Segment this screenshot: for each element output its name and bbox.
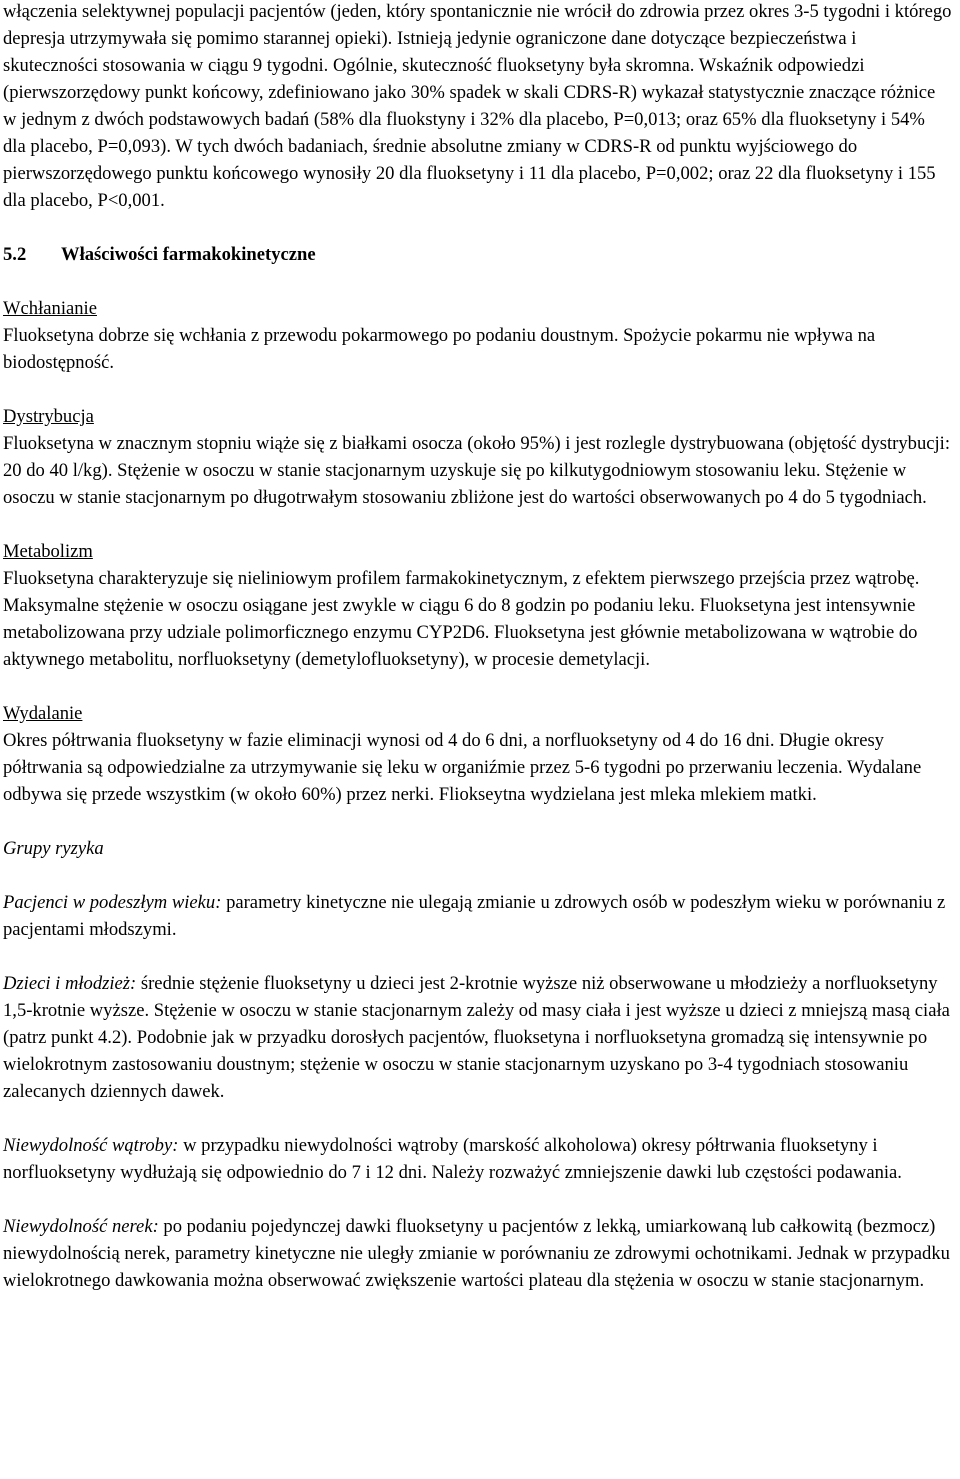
elderly-text: parametry kinetyczne nie ulegają zmianie u zdrowych osób w podeszłym wieku w porównaniu z pacjentami młodszymi. (3, 892, 946, 940)
children-text: średnie stężenie fluoksetyny u dzieci jest 2-krotnie wyższe niż obserwowane u młodzieży a norfluoksetyny 1,5-krotnie wyższe. Stężenie w osoczu w stanie stacjonarnym zależy od masy ciała i jest wyższe u dzieci z mniejszą masą ciała (patrz punkt 4.2). Podobnie jak w przyadku dorosłych pacjentów, fluoksetyna i norfluoksetyna gromadzą się intensywnie po wielokrotnym zastosowaniu doustnym; stężenie w osoczu w stanie stacjonarnym uzyskano po 3-4 tygodniach stosowaniu zalecanych dziennych dawek. (3, 973, 950, 1102)
elderly-label: Pacjenci w podeszłym wieku: (3, 892, 222, 913)
children-paragraph (3, 970, 952, 1105)
hepatic-text: w przypadku niewydolności wątroby (marskość alkoholowa) okresy półtrwania fluoksetyny i norfluoksetyny wydłużają się odpowiednio do 7 i 12 dni. Należy rozważyć zmniejszenie dawki lub częstości podawania. (3, 1135, 902, 1183)
intro-paragraph: włączenia selektywnej populacji pacjentów (jeden, który spontanicznie nie wrócił do zdrowia przez okres 3-5 tygodni i którego depresja utrzymywała się pomimo starannej opieki). Istnieją jedynie ograniczone dane dotyczące bezpieczeństwa i skuteczności stosowania w ciągu 9 tygodni. Ogólnie, skuteczność fluoksetyny była skromna. Wskaźnik odpowiedzi (pierwszorzędowy punkt końcowy, zdefiniowano jako 30% spadek w skali CDRS-R) wykazał statystycznie znaczące różnice w jednym z dwóch podstawowych badań (58% dla fluokstyny i 32% dla placebo, P=0,013; oraz 65% dla fluoksetyny i 54% dla placebo, P=0,093). W tych dwóch badaniach, średnie absolutne zmiany w CDRS-R od punktu wyjściowego do pierwszorzędowego punktu końcowego wynosiły 20 dla fluoksetyny i 11 dla placebo, P=0,002; oraz 22 dla fluoksetyny i 155 dla placebo, P<0,001. (3, 1, 952, 211)
section-heading (3, 241, 952, 268)
elimination-heading: Wydalanie (3, 703, 83, 724)
elimination-section (3, 700, 952, 808)
metabolism-section (3, 538, 952, 673)
section-title: Właściwości farmakokinetyczne (61, 244, 316, 265)
absorption-section (3, 295, 952, 376)
risk-groups-heading: Grupy ryzyka (3, 838, 104, 859)
elderly-paragraph (3, 889, 952, 943)
absorption-heading: Wchłanianie (3, 298, 97, 319)
children-label: Dzieci i młodzież: (3, 973, 137, 994)
hepatic-label: Niewydolność wątroby: (3, 1135, 179, 1156)
renal-paragraph (3, 1213, 952, 1294)
renal-text: po podaniu pojedynczej dawki fluoksetyny u pacjentów z lekką, umiarkowaną lub całkowitą (bezmocz) niewydolnością nerek, parametry kinetyczne nie uległy zmianie w porównaniu ze zdrowymi ochotnikami. Jednak w przypadku wielokrotnego dawkowania można obserwować zwiększenie wartości plateau dla stężenia w osoczu w stanie stacjonarnym. (3, 1216, 950, 1291)
distribution-section (3, 403, 952, 511)
metabolism-heading: Metabolizm (3, 541, 93, 562)
elimination-text: Okres półtrwania fluoksetyny w fazie eliminacji wynosi od 4 do 6 dni, a norfluoksetyny od 4 do 16 dni. Długie okresy półtrwania są odpowiedzialne za utrzymywanie się leku w organiźmie przez 5-6 tygodni po przerwaniu leczenia. Wydalane odbywa się przede wszystkim (w około 60%) przez nerki. Fliokseytna wydzielana jest mleka mlekiem matki. (3, 730, 922, 805)
distribution-heading: Dystrybucja (3, 406, 94, 427)
distribution-text: Fluoksetyna w znacznym stopniu wiąże się z białkami osocza (około 95%) i jest rozlegle dystrybuowana (objętość dystrybucji: 20 do 40 l/kg). Stężenie w osoczu w stanie stacjonarnym uzyskuje się po kilkutygodniowym stosowaniu leku. Stężenie w osoczu w stanie stacjonarnym po długotrwałym stosowaniu zbliżone jest do wartości obserwowanych po 4 do 5 tygodniach. (3, 433, 951, 508)
section-number: 5.2 (3, 244, 27, 265)
renal-label: Niewydolność nerek: (3, 1216, 159, 1237)
hepatic-paragraph (3, 1132, 952, 1186)
metabolism-text: Fluoksetyna charakteryzuje się nieliniowym profilem farmakokinetycznym, z efektem pierwszego przejścia przez wątrobę. Maksymalne stężenie w osoczu osiągane jest zwykle w ciągu 6 do 8 godzin po podaniu leku. Fluoksetyna jest intensywnie metabolizowana przy udziale polimorficznego enzymu CYP2D6. Fluoksetyna jest głównie metabolizowana w wątrobie do aktywnego metabolitu, norfluoksetyny (demetylofluoksetyny), w procesie demetylacji. (3, 568, 920, 670)
absorption-text: Fluoksetyna dobrze się wchłania z przewodu pokarmowego po podaniu doustnym. Spożycie pokarmu nie wpływa na biodostępność. (3, 325, 876, 373)
